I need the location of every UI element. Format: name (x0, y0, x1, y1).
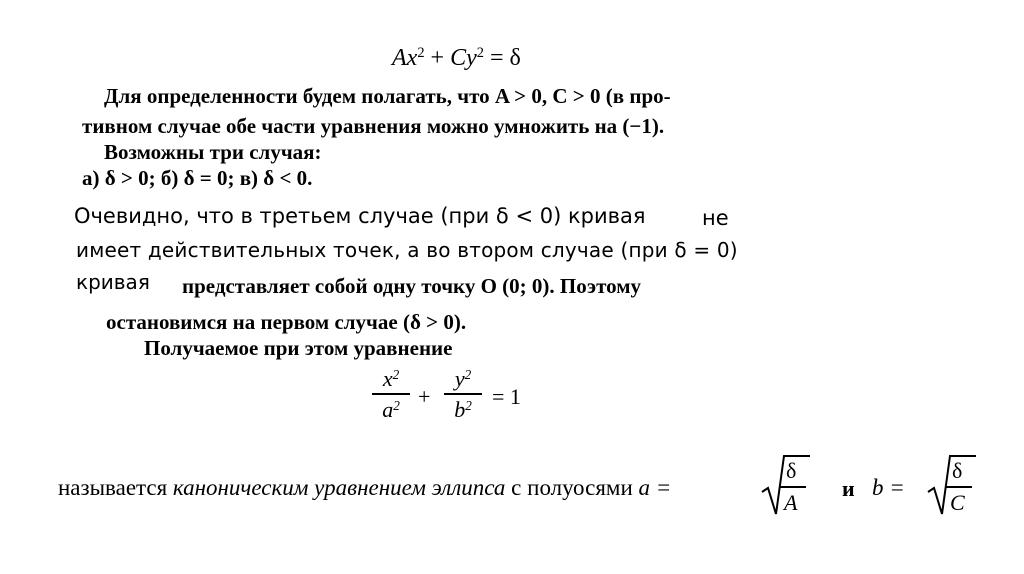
para2-line3a: кривая (76, 270, 150, 294)
para1-line4: а) δ > 0; б) δ = 0; в) δ < 0. (82, 166, 313, 190)
fraction-y (444, 366, 482, 423)
exponent: 2 (393, 398, 400, 414)
denominator-a: a (382, 397, 394, 423)
para2-line4: остановимся на первом случае (δ > 0). (106, 310, 467, 334)
exponent: 2 (464, 366, 472, 382)
coef-a: A (392, 45, 407, 71)
b-equals: b = (872, 475, 905, 500)
var-y: y (466, 45, 477, 71)
exponent: 2 (476, 45, 484, 62)
para2-line1b: не (702, 206, 729, 230)
equals-delta: = δ (483, 45, 521, 71)
rad1-denominator: A (784, 490, 798, 515)
final-line (58, 476, 671, 499)
fraction-bar (444, 393, 482, 395)
heading-equation (392, 46, 521, 70)
exponent: 2 (392, 366, 400, 382)
para1-line1: Для определенности будем полагать, что A > 0, C > 0 (в про- (104, 84, 671, 108)
para2-line3b: представляет собой одну точку O (0; 0). Поэтому (182, 274, 642, 298)
fraction-bar (780, 486, 806, 488)
numerator-y: y (454, 366, 465, 391)
para1-line3: Возможны три случая: (104, 140, 322, 164)
para1-line2: тивном случае обе части уравнения можно умножить на (−1). (82, 114, 665, 138)
para2-line2: имеет действительных точек, а во втором случае (при δ = 0) (76, 238, 738, 262)
plus-sign: + (424, 45, 451, 71)
para3-line1: Получаемое при этом уравнение (144, 336, 453, 360)
para2-line1a: Очевидно, что в третьем случае (при δ < 0) кривая (74, 204, 646, 228)
canonical-equation (372, 366, 542, 436)
conjunction-and: и (842, 476, 855, 501)
rad1-numerator: δ (786, 458, 797, 483)
fraction-bar (372, 393, 410, 395)
numerator-x: x (382, 366, 393, 391)
final-prefix: называется (58, 475, 173, 500)
rad2-numerator: δ (952, 458, 963, 483)
term-canonical-equation: каноническим уравнением эллипса (172, 475, 506, 500)
equals-one: = 1 (492, 384, 521, 409)
final-middle: с полуосями (505, 475, 639, 500)
rad2-denominator: C (950, 490, 965, 515)
var-x: x (406, 45, 418, 71)
a-equals: a = (638, 475, 672, 500)
denominator-b: b (454, 397, 466, 423)
exponent: 2 (417, 45, 425, 62)
coef-c: C (450, 45, 467, 71)
fraction-x (372, 366, 410, 423)
fraction-bar (946, 486, 972, 488)
exponent: 2 (465, 398, 472, 414)
plus-sign: + (418, 384, 431, 409)
